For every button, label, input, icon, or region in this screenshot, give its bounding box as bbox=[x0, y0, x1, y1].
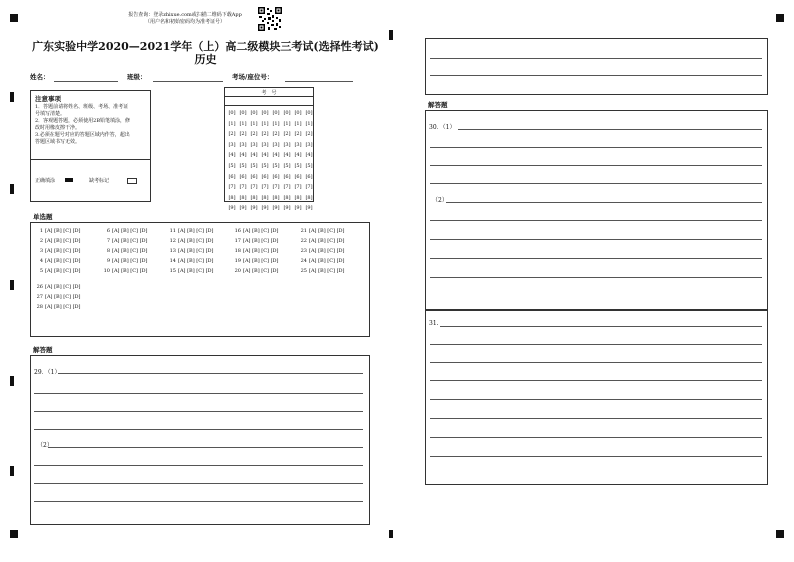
exam-digit-bubble[interactable]: [5] bbox=[283, 162, 291, 169]
exam-number-column bbox=[303, 108, 315, 214]
choice-question-row[interactable] bbox=[34, 236, 81, 246]
exam-digit-bubble[interactable]: [8] bbox=[261, 194, 269, 201]
choice-question-row[interactable] bbox=[167, 236, 214, 246]
choice-question-row[interactable] bbox=[101, 266, 148, 276]
answer-line[interactable] bbox=[430, 165, 762, 166]
answer-line[interactable] bbox=[34, 393, 363, 394]
exam-digit-bubble[interactable]: [5] bbox=[305, 162, 313, 169]
exam-digit-bubble[interactable]: [5] bbox=[250, 162, 258, 169]
exam-digit-bubble[interactable]: [2] bbox=[228, 131, 236, 138]
answer-line[interactable] bbox=[430, 456, 762, 457]
exam-digit-bubble[interactable]: [5] bbox=[272, 162, 280, 169]
center-mark bbox=[389, 530, 393, 538]
choice-question-number: 16 bbox=[234, 228, 241, 234]
exam-digit-bubble[interactable]: [7] bbox=[283, 184, 291, 191]
exam-digit-bubble[interactable]: [9] bbox=[283, 205, 291, 212]
side-mark bbox=[10, 376, 14, 386]
choice-question-number: 15 bbox=[169, 268, 176, 274]
notice-items bbox=[35, 104, 150, 146]
exam-digit-bubble[interactable]: [1] bbox=[283, 120, 291, 127]
choice-options[interactable]: [A] [B] [C] [D] bbox=[112, 258, 148, 264]
choice-question-number: 4 bbox=[39, 258, 43, 264]
answer-line[interactable] bbox=[446, 202, 762, 203]
right-answer-box bbox=[425, 110, 768, 310]
exam-digit-bubble[interactable]: [5] bbox=[239, 162, 247, 169]
choice-question-number: 27 bbox=[36, 294, 43, 300]
answer-line[interactable] bbox=[440, 326, 762, 327]
answer-line[interactable] bbox=[430, 418, 762, 419]
answer-line[interactable] bbox=[430, 399, 762, 400]
answer-line[interactable] bbox=[430, 344, 762, 345]
choice-options[interactable]: [A] [B] [C] [D] bbox=[45, 248, 81, 254]
seat-label: 考场/座位号： bbox=[232, 73, 274, 81]
side-mark bbox=[10, 184, 14, 194]
page-title: 广东实验中学2020—2021学年（上）高二级模块三考试(选择性考试) bbox=[32, 40, 379, 53]
choice-options[interactable]: [A] [B] [C] [D] bbox=[45, 268, 81, 274]
exam-digit-bubble[interactable]: [0] bbox=[294, 110, 302, 116]
corner-mark-top-right bbox=[776, 14, 784, 22]
exam-digit-bubble[interactable]: [4] bbox=[239, 152, 247, 159]
exam-digit-bubble[interactable]: [0] bbox=[272, 110, 280, 116]
choice-options[interactable]: [A] [B] [C] [D] bbox=[112, 268, 148, 274]
choice-question-number: 11 bbox=[169, 228, 176, 234]
choice-question-number: 21 bbox=[300, 228, 307, 234]
choice-options[interactable]: [A] [B] [C] [D] bbox=[178, 228, 214, 234]
exam-digit-bubble[interactable]: [6] bbox=[294, 173, 302, 180]
exam-number-header: 考 号 bbox=[261, 90, 277, 96]
exam-digit-bubble[interactable]: [4] bbox=[305, 152, 313, 159]
exam-digit-bubble[interactable]: [8] bbox=[228, 194, 236, 201]
exam-digit-bubble[interactable]: [2] bbox=[239, 131, 247, 138]
answer-line[interactable] bbox=[34, 483, 363, 484]
choice-question-row[interactable] bbox=[232, 226, 279, 236]
choice-question-number: 8 bbox=[106, 248, 110, 254]
exam-digit-bubble[interactable]: [7] bbox=[239, 184, 247, 191]
answer-line[interactable] bbox=[430, 239, 762, 240]
answer-line[interactable] bbox=[34, 429, 363, 430]
notice-item: 2．客观题答题，必须使用2B铅笔填涂，修 bbox=[35, 118, 131, 124]
choice-question-number: 10 bbox=[103, 268, 110, 274]
answer-line[interactable] bbox=[430, 258, 762, 259]
choice-options[interactable]: [A] [B] [C] [D] bbox=[309, 248, 345, 254]
report-note-line1: 报告查询：登录zhixue.com或扫描二维码下载App bbox=[128, 12, 242, 18]
choice-options[interactable]: [A] [B] [C] [D] bbox=[178, 258, 214, 264]
exam-digit-bubble[interactable]: [3] bbox=[250, 141, 258, 148]
exam-digit-bubble[interactable]: [6] bbox=[239, 173, 247, 180]
right-answer-heading: 解答题 bbox=[428, 101, 448, 109]
class-label: 班级： bbox=[127, 73, 147, 81]
choice-question-number: 17 bbox=[234, 238, 241, 244]
exam-digit-bubble[interactable]: [9] bbox=[305, 205, 313, 212]
exam-digit-bubble[interactable]: [9] bbox=[294, 205, 302, 212]
exam-digit-bubble[interactable]: [1] bbox=[228, 120, 236, 127]
choice-question-row[interactable] bbox=[34, 256, 81, 266]
exam-digit-bubble[interactable]: [0] bbox=[228, 110, 236, 116]
answer-line[interactable] bbox=[430, 58, 762, 59]
choice-options[interactable]: [A] [B] [C] [D] bbox=[309, 238, 345, 244]
exam-digit-bubble[interactable]: [5] bbox=[228, 162, 236, 169]
side-mark bbox=[10, 466, 14, 476]
exam-digit-bubble[interactable]: [3] bbox=[228, 141, 236, 148]
side-mark bbox=[10, 280, 14, 290]
choice-question-row[interactable] bbox=[167, 266, 214, 276]
exam-digit-bubble[interactable]: [0] bbox=[283, 110, 291, 116]
choice-question-row[interactable] bbox=[298, 236, 345, 246]
choice-options[interactable]: [A] [B] [C] [D] bbox=[178, 248, 214, 254]
exam-digit-bubble[interactable]: [4] bbox=[294, 152, 302, 159]
exam-digit-bubble[interactable]: [6] bbox=[283, 173, 291, 180]
choice-question-row[interactable] bbox=[232, 266, 279, 276]
choice-question-number: 7 bbox=[106, 238, 110, 244]
exam-digit-bubble[interactable]: [8] bbox=[294, 194, 302, 201]
report-note bbox=[115, 12, 255, 26]
choice-question-row[interactable] bbox=[167, 256, 214, 266]
choice-question-number: 1 bbox=[39, 228, 43, 234]
exam-digit-bubble[interactable]: [8] bbox=[272, 194, 280, 201]
choice-options[interactable]: [A] [B] [C] [D] bbox=[45, 304, 81, 310]
answer-line[interactable] bbox=[430, 75, 762, 76]
exam-digit-bubble[interactable]: [8] bbox=[305, 194, 313, 201]
choice-question-row[interactable] bbox=[101, 226, 148, 236]
exam-digit-bubble[interactable]: [0] bbox=[261, 110, 269, 116]
choice-question-row[interactable] bbox=[34, 282, 81, 292]
question-30-part2-label: （2） bbox=[432, 197, 448, 204]
exam-digit-bubble[interactable]: [7] bbox=[228, 184, 236, 191]
choice-question-number: 23 bbox=[300, 248, 307, 254]
choice-options[interactable]: [A] [B] [C] [D] bbox=[243, 238, 279, 244]
exam-digit-bubble[interactable]: [1] bbox=[261, 120, 269, 127]
choice-question-number: 14 bbox=[169, 258, 176, 264]
correct-fill-label: 正确填涂 bbox=[35, 178, 56, 184]
corner-mark-bottom-right bbox=[776, 530, 784, 538]
choice-options[interactable]: [A] [B] [C] [D] bbox=[178, 238, 214, 244]
corner-mark-bottom-left bbox=[10, 530, 18, 538]
exam-digit-bubble[interactable]: [7] bbox=[305, 184, 313, 191]
exam-digit-bubble[interactable]: [3] bbox=[305, 141, 313, 148]
name-label: 姓名： bbox=[30, 73, 50, 81]
choice-question-number: 25 bbox=[300, 268, 307, 274]
answer-line[interactable] bbox=[34, 411, 363, 412]
answer-line[interactable] bbox=[430, 362, 762, 363]
left-answer-heading: 解答题 bbox=[33, 346, 53, 354]
exam-digit-bubble[interactable]: [6] bbox=[250, 173, 258, 180]
choice-options[interactable]: [A] [B] [C] [D] bbox=[45, 228, 81, 234]
choice-question-number: 13 bbox=[169, 248, 176, 254]
choice-question-row[interactable] bbox=[232, 256, 279, 266]
choice-options[interactable]: [A] [B] [C] [D] bbox=[45, 238, 81, 244]
exam-digit-bubble[interactable]: [2] bbox=[305, 131, 313, 138]
report-note-line2: （用户名和初始密码均为准考证号） bbox=[144, 19, 225, 25]
class-field[interactable] bbox=[153, 81, 223, 82]
choice-options[interactable]: [A] [B] [C] [D] bbox=[112, 238, 148, 244]
choice-question-row[interactable] bbox=[101, 256, 148, 266]
exam-digit-bubble[interactable]: [0] bbox=[239, 110, 247, 116]
notice-box bbox=[30, 90, 151, 202]
exam-digit-bubble[interactable]: [7] bbox=[294, 184, 302, 191]
choice-question-number: 26 bbox=[36, 284, 43, 290]
choice-options[interactable]: [A] [B] [C] [D] bbox=[112, 248, 148, 254]
answer-line[interactable] bbox=[48, 447, 363, 448]
exam-digit-bubble[interactable]: [6] bbox=[305, 173, 313, 180]
choice-question-number: 6 bbox=[106, 228, 110, 234]
answer-line[interactable] bbox=[430, 277, 762, 278]
choice-question-number: 28 bbox=[36, 304, 43, 310]
exam-digit-bubble[interactable]: [9] bbox=[261, 205, 269, 212]
exam-digit-bubble[interactable]: [6] bbox=[272, 173, 280, 180]
exam-digit-bubble[interactable]: [4] bbox=[283, 152, 291, 159]
notice-heading: 注意事项 bbox=[35, 95, 61, 103]
choice-question-row[interactable] bbox=[232, 246, 279, 256]
exam-digit-bubble[interactable]: [8] bbox=[283, 194, 291, 201]
question-31-box bbox=[425, 310, 768, 485]
single-choice-heading: 单选题 bbox=[33, 213, 53, 221]
choice-question-row[interactable] bbox=[298, 246, 345, 256]
question-29-label: 29．（1） bbox=[34, 369, 61, 376]
name-field[interactable] bbox=[54, 81, 118, 82]
exam-digit-bubble[interactable]: [2] bbox=[250, 131, 258, 138]
choice-question-row[interactable] bbox=[34, 302, 81, 312]
exam-digit-bubble[interactable]: [1] bbox=[305, 120, 313, 127]
choice-options[interactable]: [A] [B] [C] [D] bbox=[243, 248, 279, 254]
choice-options[interactable]: [A] [B] [C] [D] bbox=[112, 228, 148, 234]
exam-digit-bubble[interactable]: [1] bbox=[250, 120, 258, 127]
choice-options[interactable]: [A] [B] [C] [D] bbox=[243, 268, 279, 274]
choice-question-number: 3 bbox=[39, 248, 43, 254]
exam-digit-bubble[interactable]: [2] bbox=[283, 131, 291, 138]
choice-options[interactable]: [A] [B] [C] [D] bbox=[243, 258, 279, 264]
choice-options[interactable]: [A] [B] [C] [D] bbox=[45, 284, 81, 290]
choice-question-number: 5 bbox=[39, 268, 43, 274]
question-30-label: 30．（1） bbox=[429, 124, 456, 131]
notice-item: 3.必须在题号对应的答题区域内作答，超出 bbox=[35, 132, 130, 138]
answer-line[interactable] bbox=[34, 465, 363, 466]
exam-digit-bubble[interactable]: [7] bbox=[250, 184, 258, 191]
exam-digit-bubble[interactable]: [1] bbox=[239, 120, 247, 127]
choice-question-row[interactable] bbox=[34, 246, 81, 256]
notice-item: 改时用橡皮擦干净。 bbox=[35, 125, 81, 131]
exam-digit-bubble[interactable]: [9] bbox=[250, 205, 258, 212]
exam-digit-bubble[interactable]: [9] bbox=[228, 205, 236, 212]
answer-line[interactable] bbox=[430, 380, 762, 381]
choice-options[interactable]: [A] [B] [C] [D] bbox=[243, 228, 279, 234]
choice-question-number: 9 bbox=[106, 258, 110, 264]
notice-item: 号填写清楚。 bbox=[35, 111, 66, 117]
exam-digit-bubble[interactable]: [0] bbox=[305, 110, 313, 116]
choice-options[interactable]: [A] [B] [C] [D] bbox=[45, 294, 81, 300]
choice-options[interactable]: [A] [B] [C] [D] bbox=[309, 268, 345, 274]
answer-line[interactable] bbox=[430, 147, 762, 148]
choice-question-row[interactable] bbox=[101, 236, 148, 246]
exam-digit-bubble[interactable]: [5] bbox=[294, 162, 302, 169]
qr-code-icon bbox=[257, 6, 283, 32]
choice-question-row[interactable] bbox=[167, 226, 214, 236]
question-29-part2-label: （2） bbox=[37, 442, 53, 449]
exam-digit-bubble[interactable]: [3] bbox=[261, 141, 269, 148]
left-answer-box bbox=[30, 355, 370, 525]
choice-question-row[interactable] bbox=[34, 226, 81, 236]
exam-digit-bubble[interactable]: [4] bbox=[272, 152, 280, 159]
notice-item: 1．答题前请将姓名、班级、考场、准考证 bbox=[35, 104, 129, 110]
exam-digit-bubble[interactable]: [9] bbox=[239, 205, 247, 212]
subject-title: 历史 bbox=[194, 53, 217, 66]
answer-line[interactable] bbox=[430, 437, 762, 438]
side-mark bbox=[10, 92, 14, 102]
choice-question-row[interactable] bbox=[34, 292, 81, 302]
choice-question-row[interactable] bbox=[167, 246, 214, 256]
exam-digit-bubble[interactable]: [1] bbox=[272, 120, 280, 127]
choice-question-row[interactable] bbox=[101, 246, 148, 256]
absent-mark-checkbox[interactable] bbox=[127, 178, 137, 184]
exam-digit-bubble[interactable]: [4] bbox=[261, 152, 269, 159]
choice-options[interactable]: [A] [B] [C] [D] bbox=[309, 258, 345, 264]
choice-question-number: 20 bbox=[234, 268, 241, 274]
choice-question-number: 18 bbox=[234, 248, 241, 254]
answer-line[interactable] bbox=[458, 129, 762, 130]
corner-mark-top-left bbox=[10, 14, 18, 22]
exam-digit-bubble[interactable]: [6] bbox=[228, 173, 236, 180]
answer-line[interactable] bbox=[58, 373, 363, 374]
answer-line[interactable] bbox=[430, 220, 762, 221]
exam-digit-bubble[interactable]: [4] bbox=[228, 152, 236, 159]
choice-question-row[interactable] bbox=[298, 266, 345, 276]
choice-question-number: 12 bbox=[169, 238, 176, 244]
choice-question-number: 22 bbox=[300, 238, 307, 244]
answer-line[interactable] bbox=[430, 183, 762, 184]
correct-fill-sample bbox=[65, 178, 73, 182]
question-31-label: 31. bbox=[429, 320, 439, 327]
exam-digit-bubble[interactable]: [9] bbox=[272, 205, 280, 212]
choice-question-number: 2 bbox=[39, 238, 43, 244]
exam-digit-bubble[interactable]: [2] bbox=[294, 131, 302, 138]
exam-digit-bubble[interactable]: [1] bbox=[294, 120, 302, 127]
choice-options[interactable]: [A] [B] [C] [D] bbox=[309, 228, 345, 234]
exam-digit-bubble[interactable]: [6] bbox=[261, 173, 269, 180]
exam-digit-bubble[interactable]: [7] bbox=[261, 184, 269, 191]
choice-question-row[interactable] bbox=[298, 256, 345, 266]
seat-field[interactable] bbox=[285, 81, 353, 82]
exam-digit-bubble[interactable]: [3] bbox=[294, 141, 302, 148]
choice-question-row[interactable] bbox=[232, 236, 279, 246]
choice-question-row[interactable] bbox=[34, 266, 81, 276]
exam-digit-bubble[interactable]: [5] bbox=[261, 162, 269, 169]
exam-digit-bubble[interactable]: [8] bbox=[250, 194, 258, 201]
exam-digit-bubble[interactable]: [4] bbox=[250, 152, 258, 159]
answer-line[interactable] bbox=[34, 501, 363, 502]
choice-options[interactable]: [A] [B] [C] [D] bbox=[178, 268, 214, 274]
choice-question-number: 24 bbox=[300, 258, 307, 264]
choice-question-row[interactable] bbox=[298, 226, 345, 236]
exam-digit-bubble[interactable]: [3] bbox=[272, 141, 280, 148]
absent-mark-label: 缺考标记 bbox=[89, 178, 110, 184]
exam-digit-bubble[interactable]: [3] bbox=[239, 141, 247, 148]
exam-digit-bubble[interactable]: [2] bbox=[272, 131, 280, 138]
choice-options[interactable]: [A] [B] [C] [D] bbox=[45, 258, 81, 264]
choice-question-number: 19 bbox=[234, 258, 241, 264]
notice-item: 答题区域书写无效。 bbox=[35, 139, 81, 145]
exam-digit-bubble[interactable]: [2] bbox=[261, 131, 269, 138]
exam-digit-bubble[interactable]: [3] bbox=[283, 141, 291, 148]
exam-digit-bubble[interactable]: [8] bbox=[239, 194, 247, 201]
right-top-box bbox=[425, 38, 768, 95]
exam-digit-bubble[interactable]: [0] bbox=[250, 110, 258, 116]
exam-digit-bubble[interactable]: [7] bbox=[272, 184, 280, 191]
